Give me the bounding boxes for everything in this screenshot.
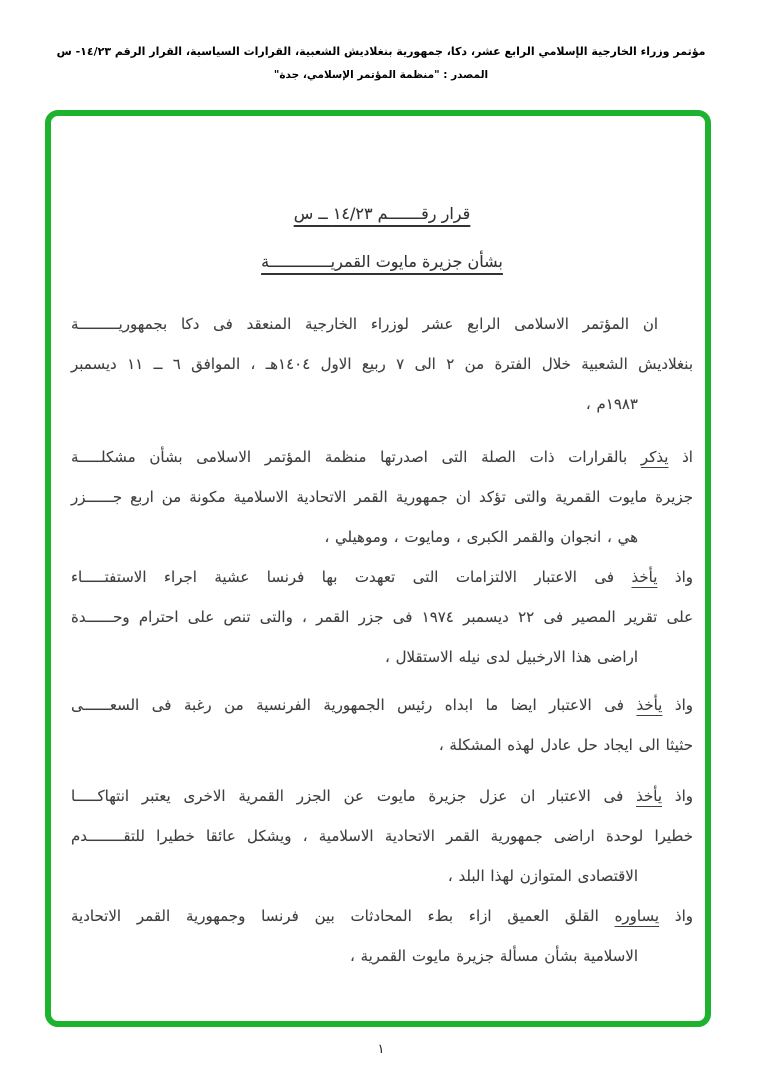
paragraph-line: على تقرير المصير فى ٢٢ ديسمبر ١٩٧٤ فى جزر القمر ، والتى تنص على احترام وحــــــدة — [71, 608, 694, 626]
paragraph-line: الاسلامية بشأن مسألة جزيرة مايوت القمرية ، — [349, 947, 638, 965]
preamble-paragraph — [71, 776, 693, 896]
paragraph-line — [71, 776, 693, 816]
underlined-opening-word: يأخذ — [636, 787, 663, 805]
title-line-subject: بشأن جزيرة مايوت القمريـــــــــــــة — [261, 252, 503, 271]
line-prefix: اذ — [668, 448, 693, 466]
paragraph-line: حثيثا الى ايجاد حل عادل لهذه المشكلة ، — [438, 736, 693, 754]
paragraph-line: خطيرا لوحدة اراضى جمهورية القمر الاتحادية الاسلامية ، ويشكل عائقا خطيرا للتقــــــــدم — [71, 827, 693, 845]
paragraph-line: جزيرة مايوت القمرية والتى تؤكد ان جمهورية القمر الاتحادية الاسلامية مكونة من اربع جــــــزر — [71, 488, 693, 506]
paragraph-line — [71, 896, 693, 936]
line-rest: فى الاعتبار ايضا ما ابداه رئيس الجمهورية الفرنسية من رغبة فى السعــــــى — [71, 696, 637, 714]
paragraph-line — [71, 685, 693, 725]
underlined-opening-word: يأخذ — [636, 696, 663, 714]
underlined-opening-word: يساوره — [614, 907, 660, 925]
paragraph-line: بنغلاديش الشعبية خلال الفترة من ٢ الى ٧ ربيع الاول ١٤٠٤هـ ، الموافق ٦ ــ ١١ ديسمبر — [71, 355, 693, 373]
line-rest: فى الاعتبار ان عزل جزيرة مايوت عن الجزر القمرية الاخرى يعتبر انتهاكـــــا — [71, 787, 637, 805]
preamble-paragraph — [71, 685, 693, 765]
paragraph-line: اراضى هذا الارخبيل لدى نيله الاستقلال ، — [384, 648, 638, 666]
paragraph-line — [71, 557, 693, 597]
paragraph-line: ان المؤتمر الاسلامى الرابع عشر لوزراء الخارجية المنعقد فى دكا بجمهوريـــــــــة — [71, 315, 658, 333]
line-rest: بالقرارات ذات الصلة التى اصدرتها منظمة المؤتمر الاسلامى بشأن مشكلـــــة — [71, 448, 641, 466]
preamble-paragraph — [71, 304, 693, 424]
reference-header — [0, 40, 762, 86]
preamble-paragraph — [71, 437, 693, 557]
page-number: ١ — [377, 1042, 385, 1057]
resolution-title — [71, 116, 693, 286]
paragraph-line: ١٩٨٣م ، — [585, 395, 638, 413]
line-rest: فى الاعتبار الالتزامات التى تعهدت بها فرنسا عشية اجراء الاستفتـــــاء — [71, 568, 632, 586]
paragraph-line: الاقتصادى المتوازن لهذا البلد ، — [447, 867, 638, 885]
preamble-paragraph — [71, 896, 693, 976]
preamble-paragraph — [71, 557, 693, 677]
paragraph-line — [71, 437, 693, 477]
document-body — [71, 116, 693, 976]
underlined-opening-word: يأخذ — [631, 568, 658, 586]
paragraph-line: هي ، انجوان والقمر الكبرى ، ومايوت ، وموهيلي ، — [324, 528, 638, 546]
line-rest: القلق العميق ازاء بطء المحادثات بين فرنسا وجمهورية القمر الاتحادية — [71, 907, 615, 925]
line-prefix: واذ — [657, 568, 693, 586]
line-prefix: واذ — [662, 696, 694, 714]
title-line-resolution-number: قرار رقـــــــم ١٤/٢٣ ــ س — [293, 204, 471, 223]
header-source-line: المصدر : "منظمة المؤتمر الإسلامي، جدة" — [273, 69, 489, 81]
underlined-opening-word: يذكر — [640, 448, 669, 466]
line-prefix: واذ — [659, 907, 693, 925]
header-citation-line: مؤتمر وزراء الخارجية الإسلامي الرابع عشر، دكا، جمهورية بنغلاديش الشعبية، القرارات السياسية، القرار الرقم ١٤/٢٣- س — [56, 45, 706, 58]
line-prefix: واذ — [662, 787, 693, 805]
